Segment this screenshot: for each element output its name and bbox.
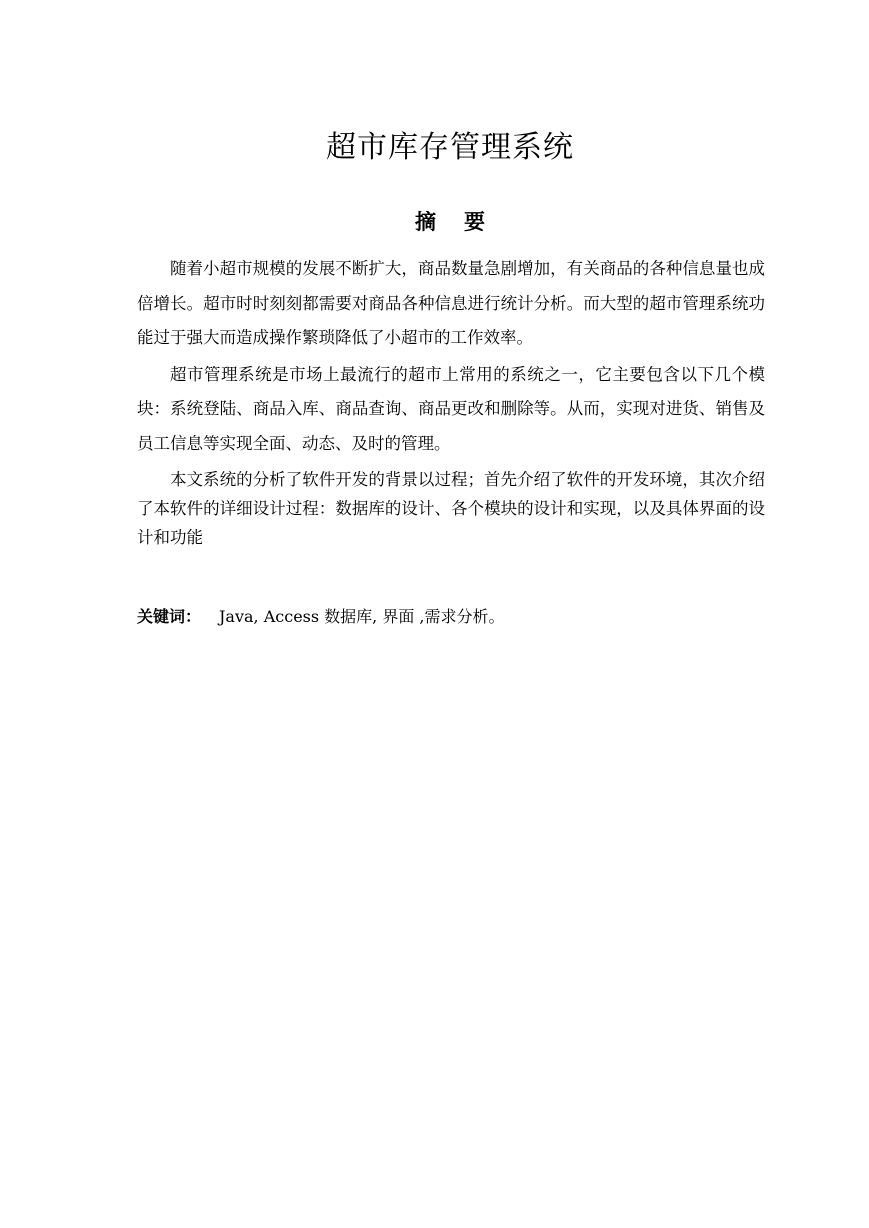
abstract-paragraph-1: 随着小超市规模的发展不断扩大，商品数量急剧增加，有关商品的各种信息量也成倍增长。超市时时刻刻都需要对商品各种信息进行统计分析。而大型的超市管理系统功能过于强大而造成操作繁琐降低了小超市的工作效率。 bbox=[137, 259, 765, 347]
keywords-label: 关键词： bbox=[137, 607, 202, 626]
abstract-paragraph-2: 超市管理系统是市场上最流行的超市上常用的系统之一，它主要包含以下几个模块：系统登陆、商品入库、商品查询、商品更改和删除等。从而，实现对进货、销售及员工信息等实现全面、动态、及时的管理。 bbox=[137, 364, 765, 453]
keywords-value: Java, Access 数据库, 界面 ,需求分析。 bbox=[219, 607, 505, 626]
abstract-heading-left: 摘 bbox=[415, 210, 436, 234]
keywords-line bbox=[137, 604, 505, 631]
document-title: 超市库存管理系统 bbox=[326, 130, 574, 165]
abstract-heading-right: 要 bbox=[464, 210, 485, 234]
abstract-paragraph-3: 本文系统的分析了软件开发的背景以过程；首先介绍了软件的开发环境，其次介绍了本软件的详细设计过程：数据库的设计、各个模块的设计和实现，以及具体界面的设计和功能 bbox=[137, 470, 765, 547]
abstract-body bbox=[137, 252, 765, 552]
abstract-heading bbox=[0, 206, 869, 238]
